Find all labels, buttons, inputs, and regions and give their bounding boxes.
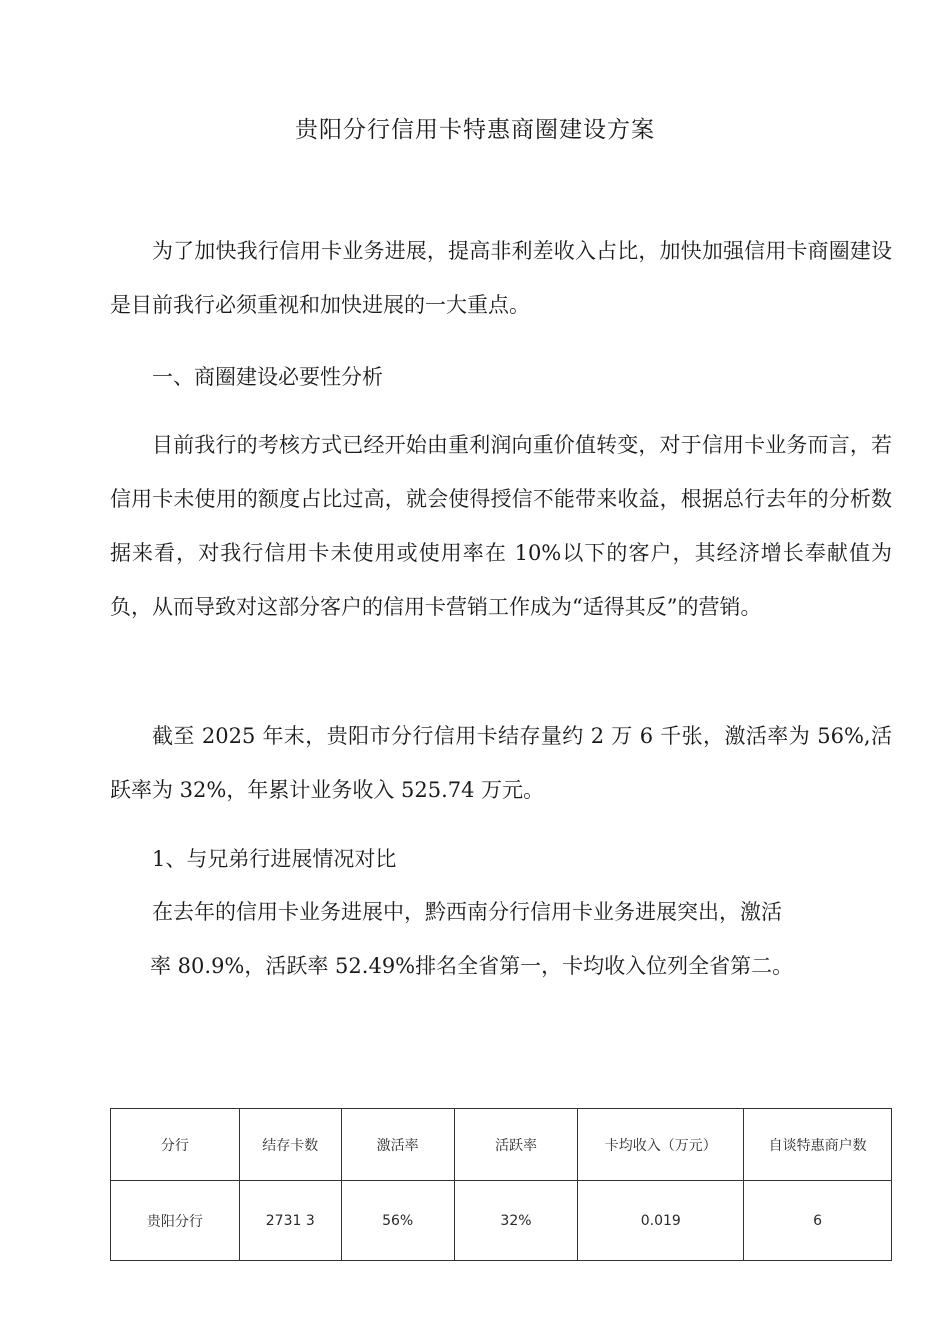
cell-branch: 贵阳分行	[111, 1181, 240, 1261]
branch-comparison-table	[110, 1108, 892, 1261]
cell-income: 0.019	[578, 1181, 744, 1261]
cell-merchants: 6	[744, 1181, 892, 1261]
header-cards: 结存卡数	[239, 1109, 341, 1181]
comparison-paragraph	[110, 885, 892, 993]
comparison-line-2: 率 80.9%，活跃率 52.49%排名全省第一，卡均收入位列全省第二。	[150, 954, 794, 978]
cell-activation: 56%	[341, 1181, 454, 1261]
cell-cards: 2731 3	[239, 1181, 341, 1261]
header-merchants: 自谈特惠商户数	[744, 1109, 892, 1181]
header-activation: 激活率	[341, 1109, 454, 1181]
table-row	[111, 1181, 892, 1261]
header-branch: 分行	[111, 1109, 240, 1181]
status-paragraph: 截至 2025 年末，贵阳市分行信用卡结存量约 2 万 6 千张，激活率为 56%,活跃率为 32%，年累计业务收入 525.74 万元。	[110, 724, 892, 802]
subsection-heading-comparison: 1、与兄弟行进展情况对比	[152, 847, 397, 871]
page-bottom-margin	[0, 1262, 950, 1344]
table-header-row	[111, 1109, 892, 1181]
analysis-paragraph: 目前我行的考核方式已经开始由重利润向重价值转变，对于信用卡业务而言，若信用卡未使用的额度占比过高，就会使得授信不能带来收益，根据总行去年的分析数据来看，对我行信用卡未使用或使用率在 10%以下的客户，其经济增长奉献值为负，从而导致对这部分客户的信用卡营销工作成为“适得其反”的营销。	[110, 433, 892, 619]
section-heading-necessity: 一、商圈建设必要性分析	[152, 365, 383, 389]
comparison-line-1: 在去年的信用卡业务进展中，黔西南分行信用卡业务进展突出，激活	[152, 900, 782, 924]
cell-active: 32%	[454, 1181, 578, 1261]
intro-paragraph: 为了加快我行信用卡业务进展，提高非利差收入占比，加快加强信用卡商圈建设是目前我行必须重视和加快进展的一大重点。	[110, 239, 892, 317]
header-income: 卡均收入（万元）	[578, 1109, 744, 1181]
document-title: 贵阳分行信用卡特惠商圈建设方案	[295, 117, 655, 144]
header-active: 活跃率	[454, 1109, 578, 1181]
